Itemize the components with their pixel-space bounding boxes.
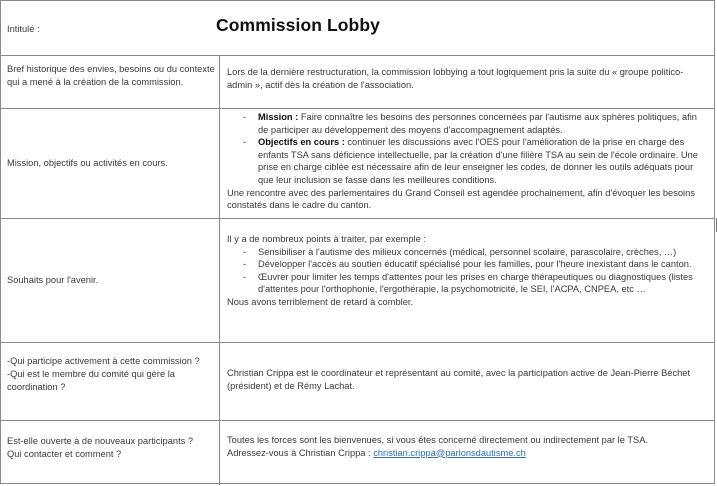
contact-address-prefix: Adressez-vous à Christian Crippa : — [227, 447, 374, 458]
mission-list — [227, 111, 708, 187]
objectives-item-text: continuer les discussions avec l'OES pour l'amélioration de la prise en charge des enfants TSA sans déficience intellectuelle, par la création d'une filière TSA au sein de l'école ordinaire. Une prise en charge ciblée est nécessaire afin de leur enseigner les codes, de donner les outils adéquats pour que leur inclusion se fasse dans les meilleures conditions. — [258, 137, 698, 185]
wishes-item: - Sensibiliser à l'autisme des milieux concernés (médical, personnel scolaire, parascolaire, crèches, …) — [227, 246, 708, 259]
mission-item-text: Faire connaître les besoins des personnes concernées par l'autisme aux sphères politiques, afin de participer au développement des moyens d'accompagnement adaptés. — [258, 112, 697, 135]
new-participants-question: Est-elle ouverte à de nouveaux participants ? — [7, 436, 194, 446]
mission-footer: Une rencontre avec des parlementaires du Grand Conseil est agendée prochainement, afin d'évoquer les besoins constatés dans le cadre du canton. — [227, 187, 695, 211]
mission-label: Mission, objectifs ou activités en cours. — [1, 109, 220, 218]
contact-address-line — [227, 447, 708, 460]
wishes-label: Souhaits pour l'avenir. — [1, 219, 220, 342]
mission-item — [227, 111, 708, 136]
objectives-item-heading: Objectifs en cours : — [258, 137, 345, 148]
wishes-item: - Œuvrer pour limiter les temps d'attentes pour les prises en charge thérapeutiques ou diagnostiques (listes d'attentes pour l'orthophonie, l'ergothérapie, la psychomotricité, le SEI, l'ACPA, CNPEA, etc … — [227, 271, 708, 296]
wishes-row — [1, 219, 714, 343]
contact-email-link[interactable]: christian.crippa@parlonsdautisme.ch — [373, 447, 526, 458]
contact-label — [1, 421, 220, 485]
contact-row — [1, 421, 714, 485]
contact-text: Toutes les forces sont les bienvenues, si vous êtes concerné directement ou indirectement par le TSA. — [227, 435, 648, 445]
title-row — [1, 1, 714, 56]
participants-label — [1, 343, 220, 420]
who-to-contact-question: Qui contacter et comment ? — [7, 449, 122, 459]
coordinator-question: -Qui est le membre du comité qui gère la coordination ? — [7, 369, 175, 392]
mission-item-heading: Mission : — [258, 112, 299, 122]
participants-text: Christian Crippa est le coordinateur et représentant au comité, avec la participation active de Jean-Pierre Béchet (président) et de Rémy Lachat. — [227, 368, 691, 391]
wishes-footer: Nous avons terriblement de retard à combler. — [227, 296, 414, 307]
participants-question: -Qui participe activement à cette commission ? — [7, 356, 200, 366]
participants-row — [1, 343, 714, 421]
page-title: Commission Lobby — [216, 15, 380, 35]
history-text: Lors de la dernière restructuration, la commission lobbying a tout logiquement pris la suite du « groupe politico-admin », actif dès la création de l'association. — [227, 67, 684, 90]
wishes-content — [220, 219, 714, 342]
wishes-list — [227, 246, 708, 296]
wishes-intro: Il y a de nombreux points à traiter, par exemple : — [227, 234, 426, 244]
mission-row — [1, 109, 714, 219]
contact-content — [220, 421, 714, 485]
wishes-item: - Développer l'accès au soutien éducatif spécialisé pour les familles, pour l'heure inexistant dans le canton. — [227, 258, 708, 271]
title-row-label: Intitulé : — [7, 23, 40, 34]
history-label: Bref historique des envies, besoins ou du contexte qui a mené à la création de la commission. — [1, 56, 220, 108]
history-row — [1, 56, 714, 109]
objectives-item — [227, 136, 708, 186]
mission-content — [220, 109, 714, 218]
